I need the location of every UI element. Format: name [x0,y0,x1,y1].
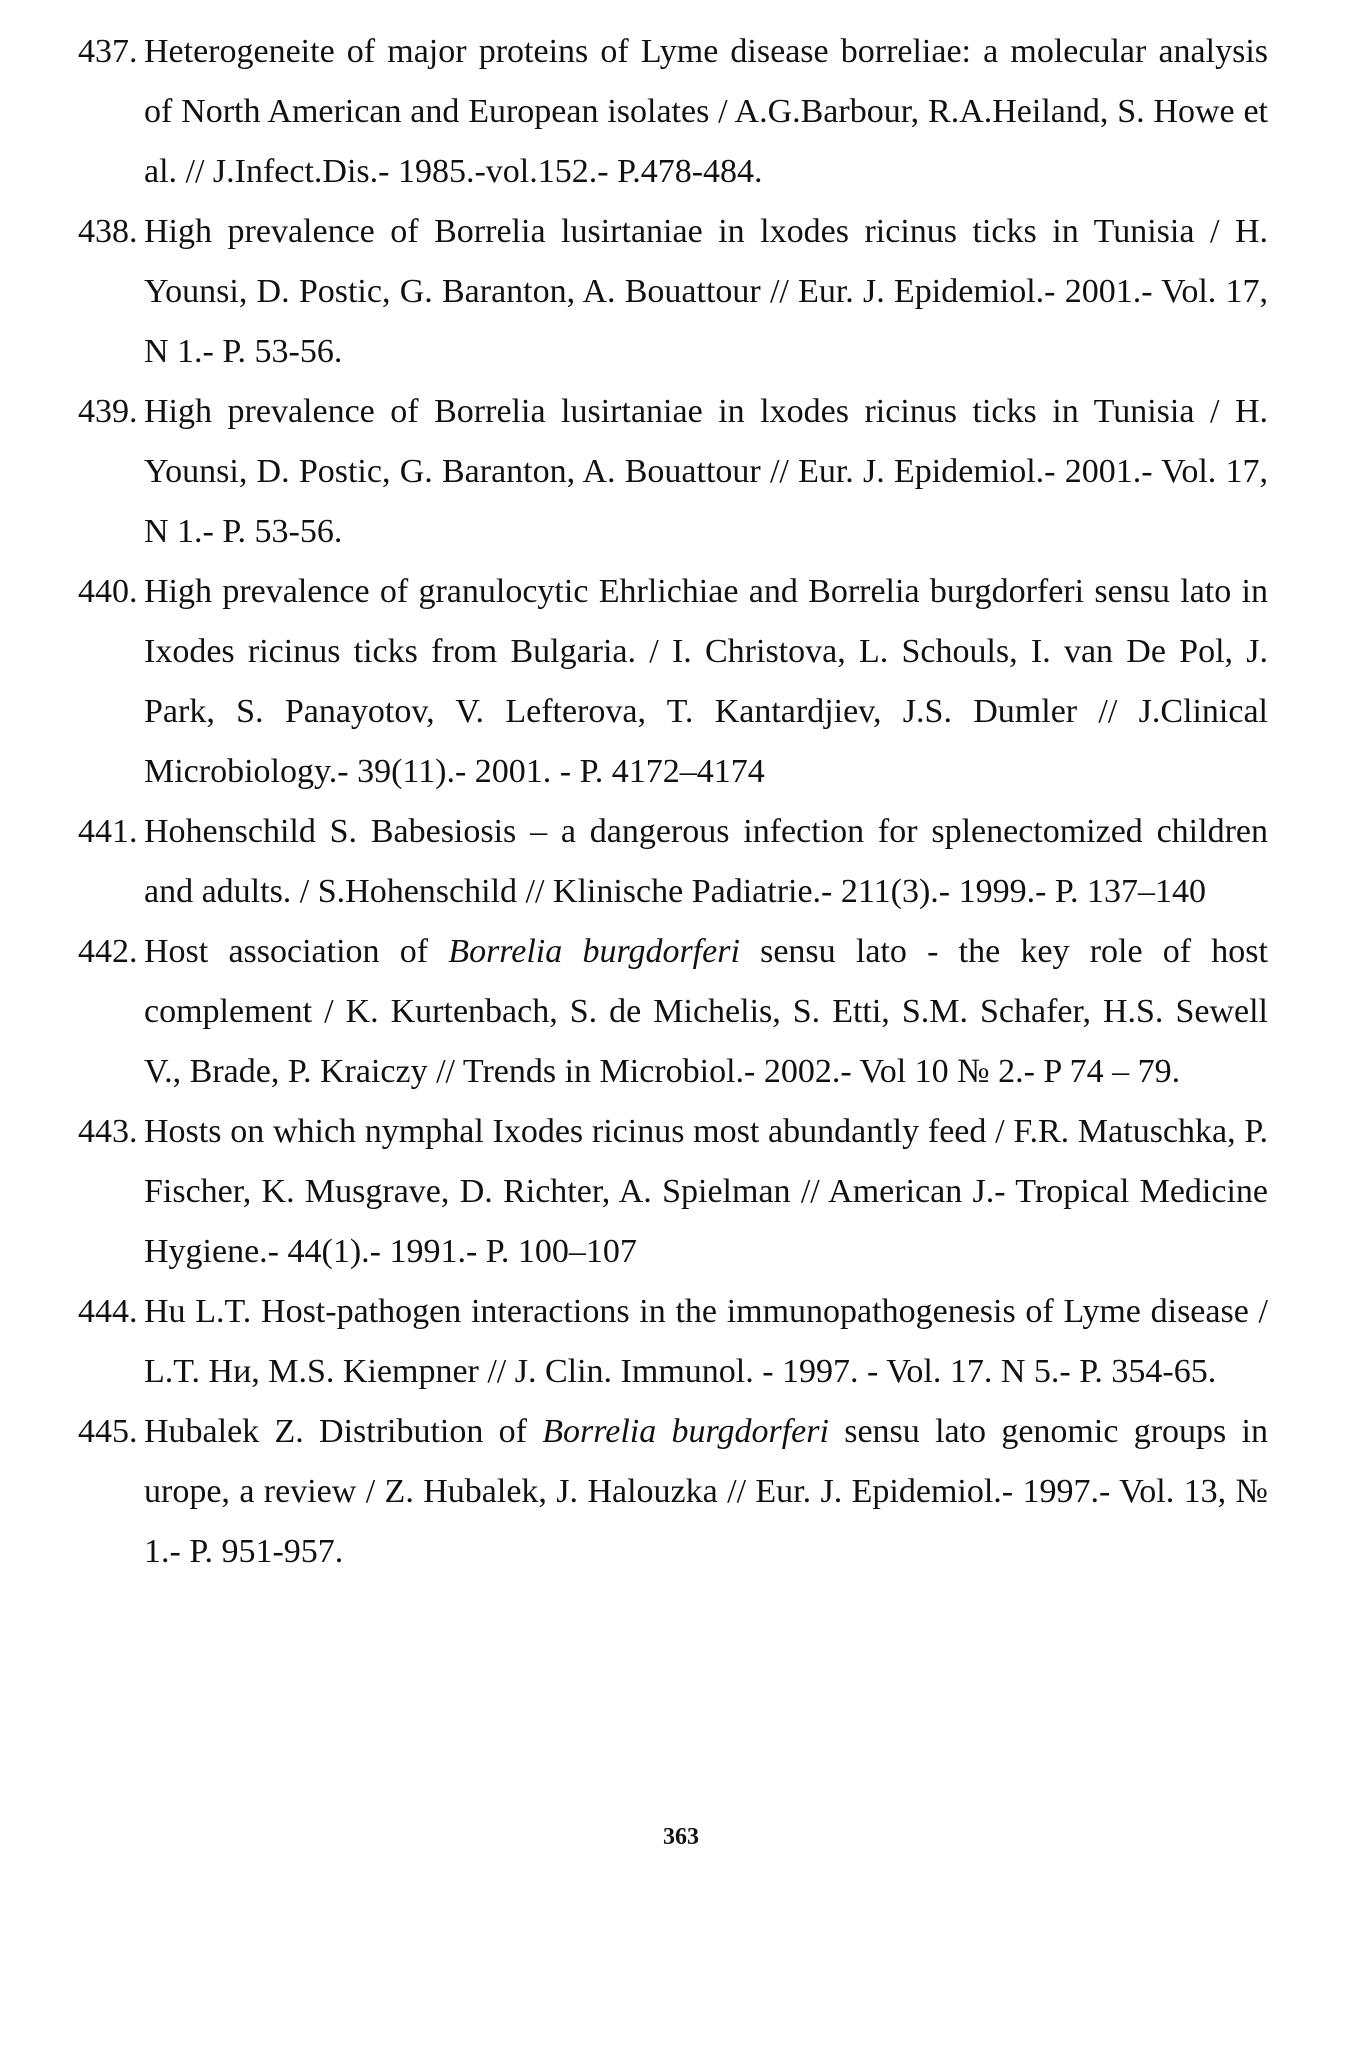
reference-text [140,1102,1268,1282]
reference-text-segment: Hosts on which nymphal Ixodes ricinus most abundantly feed / F.R. Matuschka, P. Fischer, K. Musgrave, D. Richter, A. Spielman // American J.- Tropical Medicine Hygiene.- 44(1).- 1991.- P. 100–107 [144,1113,1268,1270]
reference-number: 442. [78,933,138,970]
reference-item [78,1102,1268,1282]
reference-item [78,1402,1268,1582]
reference-list [78,22,1268,1582]
page-number: 363 [663,1824,699,1850]
reference-number: 444. [78,1293,138,1330]
reference-text-segment: Hohenschild S. Babesiosis – a dangerous infection for splenectomized children and adults. / S.Hohenschild // Klinische Padiatrie.- 211(3).- 1999.- P. 137–140 [144,813,1268,910]
reference-text-segment: Host association of [144,933,449,970]
reference-item [78,202,1268,382]
reference-text-segment: High prevalence of Borrelia lusirtaniae in lxodes ricinus ticks in Tunisia / H. Younsi, D. Postic, G. Baranton, A. Bouattour // Eur. J. Epidemiol.- 2001.- Vol. 17, N 1.- P. 53-56. [144,393,1268,550]
reference-text-italic: Borrelia burgdorferi [448,933,740,970]
reference-text [140,802,1268,922]
reference-text-segment: sensu lato - the key role of host complement / K. Kurtenbach, S. de Michelis, S. Etti, S.M. Schafer, H.S. Sewell V., Brade, P. Kraiczy // Trends in Microbiol.- 2002.- Vol 10 № 2.- P 74 – 79. [144,933,1268,1090]
reference-text [140,202,1268,382]
reference-number: 438. [78,213,138,250]
reference-text [140,382,1268,562]
reference-text-segment: Heterogeneite of major proteins of Lyme disease borreliae: a molecular analysis of North American and European isolates / A.G.Barbour, R.A.Heiland, S. Howe et al. // J.Infect.Dis.- 1985.-vol.152.- P.478-484. [144,33,1268,190]
reference-text-segment: sensu lato genomic groups in urope, a review / Z. Hubalek, J. Halouzka // Eur. J. Epidemiol.- 1997.- Vol. 13, № 1.- P. 951-957. [144,1413,1268,1570]
reference-number: 441. [78,813,138,850]
reference-text-segment: High prevalence of Borrelia lusirtaniae in lxodes ricinus ticks in Tunisia / H. Younsi, D. Postic, G. Baranton, A. Bouattour // Eur. J. Epidemiol.- 2001.- Vol. 17, N 1.- P. 53-56. [144,213,1268,370]
reference-text-italic: Borrelia burgdorferi [542,1413,829,1450]
reference-item [78,562,1268,802]
reference-item [78,1282,1268,1402]
reference-number: 437. [78,33,138,70]
reference-text [140,1402,1268,1582]
reference-item [78,382,1268,562]
reference-text-segment: Hubalek Z. Distribution of [144,1413,543,1450]
reference-number: 440. [78,573,138,610]
reference-number: 443. [78,1113,138,1150]
reference-item [78,802,1268,922]
reference-number: 445. [78,1413,138,1450]
reference-number: 439. [78,393,138,430]
reference-text [140,922,1268,1102]
reference-text-segment: Hu L.T. Host-pathogen interactions in the immunopathogenesis of Lyme disease / L.T. Hи, M.S. Kiempner // J. Clin. Immunol. - 1997. - Vol. 17. N 5.- P. 354-65. [144,1293,1268,1390]
reference-item [78,922,1268,1102]
reference-text-segment: High prevalence of granulocytic Ehrlichiae and Borrelia burgdorferi sensu lato in Ixodes ricinus ticks from Bulgaria. / I. Christova, L. Schouls, I. van De Pol, J. Park, S. Panayotov, V. Lefterova, T. Kantardjiev, J.S. Dumler // J.Clinical Microbiology.- 39(11).- 2001. - P. 4172–4174 [144,573,1268,790]
reference-text [140,562,1268,802]
reference-text [140,1282,1268,1402]
reference-item [78,22,1268,202]
reference-text [140,22,1268,202]
